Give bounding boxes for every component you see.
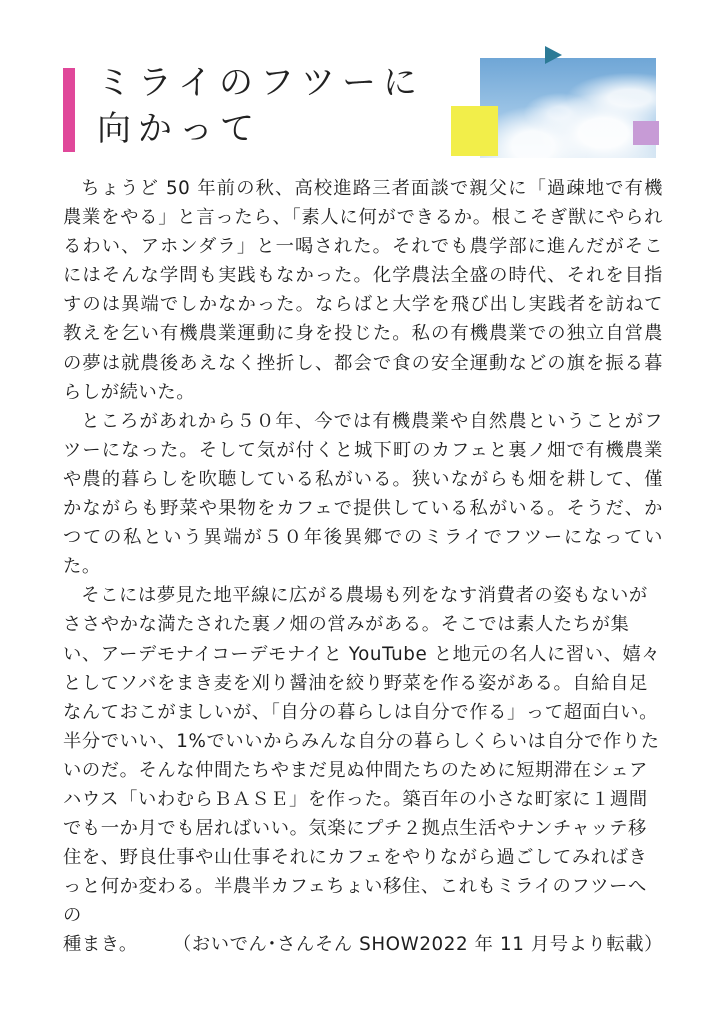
- paragraph-2: ところがあれから５０年、今では有機農業や自然農ということがフツーになった。そして気が付くと城下町のカフェと裏ノ畑で有機農業や農的暮らしを吹聴している私がいる。狭いながらも畑を耕して、僅かながらも野菜や果物をカフェで提供している私がいる。そうだ、かつての私という異端が５０年後異郷でのミライでフツーになっていた。: [63, 410, 663, 578]
- article-body: [63, 174, 663, 960]
- header-decoration: [440, 38, 680, 168]
- page-title: [97, 60, 424, 152]
- source-credit: （おいでん･さんそん SHOW2022 年 11 月号より転載）: [173, 934, 663, 956]
- purple-square-decoration: [633, 121, 659, 145]
- paragraph-3-text: そこには夢見た地平線に広がる農場も列をなす消費者の姿もないがささやかな満たされた裏ノ畑の営みがある。そこでは素人たちが集い、アーデモナイコーデモナイと YouTube と地元の名人に習い、嬉々としてソバをまき麦を刈り醤油を絞り野菜を作る姿がある。自給自足なんておこがましいが、「自分の暮らしは自分で作る」って超面白い。半分でいい、1%でいいからみんな自分の暮らしくらいは自分で作りたいのだ。そんな仲間たちやまだ見ぬ仲間たちのために短期滞在シェアハウス「いわむらＢＡＳＥ」を作った。築百年の小さな町家に１週間でも一か月でも居ればいい。気楽にプチ２拠点生活やナンチャッテ移住を、野良仕事や山仕事それにカフェをやりながら過ごしてみればきっと何か変わる。半農半カフェちょい移住、これもミライのフツーへの: [63, 585, 661, 927]
- closing-text: 種まき。: [63, 934, 138, 956]
- teal-triangle-decoration: [545, 46, 562, 64]
- yellow-square-decoration: [451, 106, 498, 156]
- title-line-1: ミライのフツーに: [97, 63, 424, 103]
- title-accent-bar: [63, 68, 75, 152]
- title-line-2: 向かって: [97, 109, 261, 149]
- paragraph-1: ちょうど 50 年前の秋、高校進路三者面談で親父に「過疎地で有機農業をやる」と言ったら、「素人に何ができるか。根こそぎ獣にやられるわい、アホンダラ」と一喝された。それでも農学部に進んだがそこにはそんな学問も実践もなかった。化学農法全盛の時代、それを目指すのは異端でしかなかった。ならばと大学を飛び出し実践者を訪ねて教えを乞い有機農業運動に身を投じた。私の有機農業での独立自営農の夢は就農後あえなく挫折し、都会で食の安全運動などの旗を振る暮らしが続いた。: [63, 178, 663, 403]
- paragraph-3: [63, 581, 663, 959]
- sky-photo: [480, 58, 656, 158]
